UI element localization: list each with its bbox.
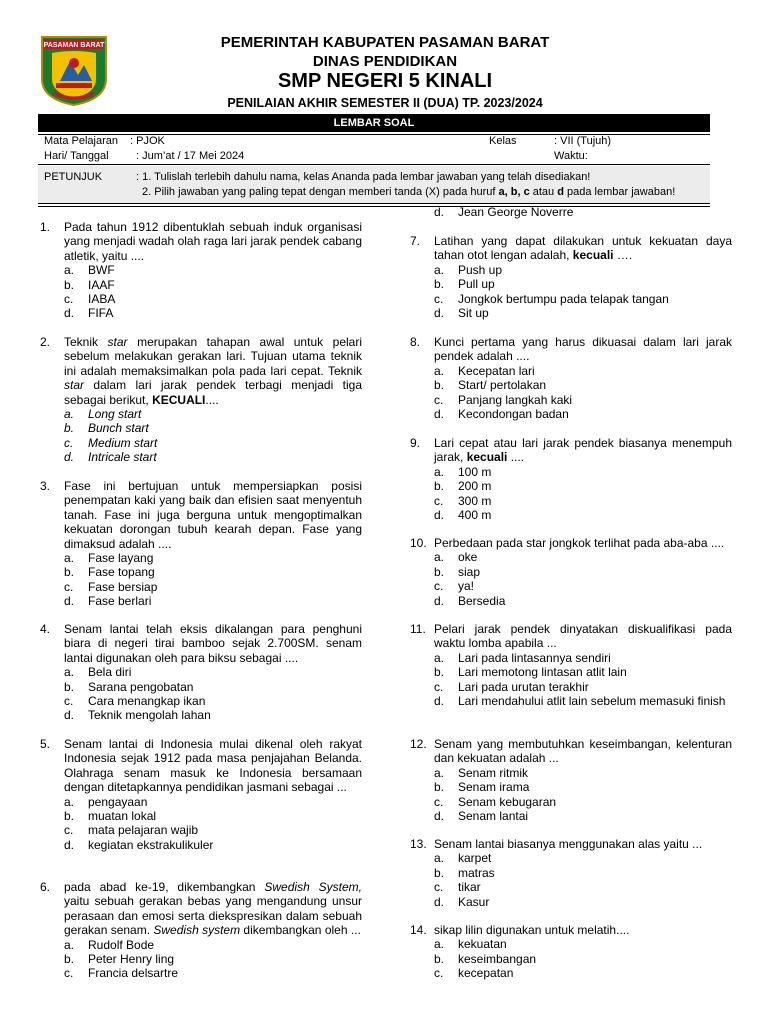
option-text: keseimbangan	[458, 951, 537, 966]
question-stem: sikap lilin digunakan untuk melatih....	[434, 923, 630, 937]
question-stem: Senam lantai di Indonesia mulai dikenal oleh rakyat Indonesia sejak 1912 pada masa penjajahan Belanda. Olahraga senam masuk ke Indonesia bersamaan dengan ditetapkannya pendidikan jasmani sebagai ...	[64, 737, 362, 795]
question-number: 12.	[410, 737, 427, 751]
answer-option	[64, 708, 362, 722]
answer-option	[434, 866, 732, 880]
option-text: Lari pada lintasannya sendiri	[458, 650, 611, 665]
answer-option	[434, 809, 732, 823]
option-letter: d.	[64, 594, 75, 609]
answer-option	[434, 880, 732, 894]
info-mid-rule	[38, 164, 710, 165]
question-number: 10.	[410, 536, 427, 550]
option-letter: b.	[434, 277, 445, 292]
info-bottom-rule-2	[38, 206, 710, 207]
option-letter: b.	[434, 564, 445, 579]
option-text: Bela diri	[88, 665, 132, 680]
option-text: Fase bersiap	[88, 579, 158, 594]
answer-option	[434, 465, 732, 479]
svg-text:PASAMAN BARAT: PASAMAN BARAT	[43, 42, 105, 49]
option-text: Panjang langkah kaki	[458, 392, 573, 407]
answer-option	[64, 966, 362, 980]
option-text: kekuatan	[458, 937, 507, 952]
option-letter: c.	[434, 579, 444, 594]
option-letter: d.	[64, 837, 75, 852]
question-3	[40, 479, 362, 609]
answer-option	[434, 306, 732, 320]
answer-option	[434, 364, 732, 378]
header-exam-title: PENILAIAN AKHIR SEMESTER II (DUA) TP. 2023/2024	[227, 96, 543, 110]
option-letter: d.	[64, 450, 75, 465]
question-stem: Fase ini bertujuan untuk mempersiapkan posisi penempatan kaki yang baik dan efisien saat menyentuh tanah. Fase ini juga berguna untuk mengoptimalkan kekuatan dorongan tubuh kearah depan. Fase yang dimaksud adalah ....	[64, 479, 362, 551]
option-text: mata pelajaran wajib	[88, 823, 199, 838]
answer-option	[64, 694, 362, 708]
answer-option	[434, 508, 732, 522]
option-letter: b.	[64, 809, 75, 824]
answer-option	[434, 407, 732, 421]
question-stem: Pada tahun 1912 dibentuklah sebuah induk organisasi yang menjadi wadah olah raga lari jarak pendek cabang atletik, yaitu ....	[64, 220, 362, 263]
option-text: Bunch start	[88, 421, 149, 436]
answer-option	[434, 479, 732, 493]
option-list	[434, 851, 732, 909]
option-letter: c.	[64, 966, 74, 981]
question-stem: Senam yang membutuhkan keseimbangan, kelenturan dan kekuatan adalah ...	[434, 737, 732, 766]
option-text: Lari memotong lintasan atlit lain	[458, 665, 627, 680]
option-list	[434, 263, 732, 321]
option-letter: d.	[434, 508, 445, 523]
option-letter: b.	[434, 479, 445, 494]
option-text: Rudolf Bode	[88, 937, 155, 952]
answer-option	[434, 780, 732, 794]
question-number: 3.	[40, 479, 51, 493]
option-letter: a.	[64, 794, 75, 809]
option-letter: c.	[434, 291, 444, 306]
answer-option	[64, 407, 362, 421]
answer-option	[434, 378, 732, 392]
option-text: Jongkok bertumpu pada telapak tangan	[458, 291, 669, 306]
question-number: 9.	[410, 436, 421, 450]
option-text: 200 m	[458, 479, 492, 494]
question-stem: Latihan yang dapat dilakukan untuk kekuatan daya tahan otot lengan adalah, kecuali ….	[434, 234, 732, 263]
answer-option	[64, 938, 362, 952]
answer-option	[434, 766, 732, 780]
question-number: 14.	[410, 923, 427, 937]
question-12	[410, 737, 732, 823]
option-list	[434, 364, 732, 422]
question-6-option-d: d. Jean George Noverre	[434, 205, 574, 219]
option-text: siap	[458, 564, 481, 579]
option-text: matras	[458, 865, 495, 880]
option-letter: c.	[434, 966, 444, 981]
option-letter: c.	[64, 579, 74, 594]
answer-option	[64, 952, 362, 966]
option-letter: d.	[64, 708, 75, 723]
option-list	[64, 795, 362, 853]
option-text: ya!	[458, 579, 475, 594]
option-text: Bersedia	[458, 593, 506, 608]
option-letter: b.	[64, 421, 75, 436]
option-text: Long start	[88, 407, 142, 422]
option-list	[434, 651, 732, 709]
option-text: Kasur	[458, 894, 490, 909]
option-text: Intricale start	[88, 450, 157, 465]
question-number: 7.	[410, 234, 421, 248]
question-7	[410, 234, 732, 320]
answer-option	[434, 594, 732, 608]
option-text: Lari pada urutan terakhir	[458, 679, 589, 694]
option-letter: b.	[64, 565, 75, 580]
question-stem: Senam lantai telah eksis dikalangan para penghuni biara di negeri tirai bamboo sejak 2.700SM. senam lantai digunakan oleh para biksu sebagai ....	[64, 622, 362, 665]
info-bottom-rule-1	[38, 203, 710, 204]
answer-option	[434, 966, 732, 980]
option-letter: d.	[434, 306, 445, 321]
option-text: 100 m	[458, 464, 492, 479]
answer-option	[64, 292, 362, 306]
option-text: Fase layang	[88, 551, 154, 566]
option-text: FIFA	[88, 306, 114, 321]
option-text: IABA	[88, 292, 116, 307]
option-text: Kecondongan badan	[458, 407, 569, 422]
option-text: oke	[458, 550, 478, 565]
question-6	[40, 880, 362, 981]
option-text: 300 m	[458, 493, 492, 508]
option-letter: a.	[434, 851, 445, 866]
option-text: pengayaan	[88, 794, 148, 809]
answer-option	[434, 895, 732, 909]
answer-option	[64, 838, 362, 852]
option-letter: a.	[434, 262, 445, 277]
option-text: Peter Henry ling	[88, 952, 175, 967]
option-letter: b.	[434, 378, 445, 393]
answer-option	[434, 277, 732, 291]
option-letter: a.	[64, 937, 75, 952]
option-text: Francia delsartre	[88, 966, 179, 981]
question-4	[40, 622, 362, 723]
answer-option	[64, 436, 362, 450]
option-letter: d.	[434, 593, 445, 608]
answer-option	[64, 665, 362, 679]
option-letter: c.	[434, 392, 444, 407]
option-letter: b.	[64, 679, 75, 694]
answer-option	[434, 665, 732, 679]
question-10	[410, 536, 732, 608]
option-letter: a.	[434, 937, 445, 952]
answer-option	[434, 550, 732, 564]
option-text: Senam irama	[458, 780, 530, 795]
question-number: 2.	[40, 335, 51, 349]
question-13	[410, 837, 732, 909]
option-text: Senam kebugaran	[458, 794, 557, 809]
answer-option	[64, 263, 362, 277]
option-letter: b.	[434, 665, 445, 680]
option-letter: b.	[434, 865, 445, 880]
question-1	[40, 220, 362, 321]
option-letter: c.	[434, 679, 444, 694]
option-letter: b.	[64, 277, 75, 292]
option-letter: a.	[434, 650, 445, 665]
option-text: Push up	[458, 262, 503, 277]
option-text: Cara menangkap ikan	[88, 694, 206, 709]
option-letter: d.	[434, 894, 445, 909]
petunjuk-item-1: : 1. Tulislah terlebih dahulu nama, kelas Ananda pada lembar jawaban yang telah disediakan!	[136, 171, 591, 183]
question-number: 5.	[40, 737, 51, 751]
option-text: tikar	[458, 880, 481, 895]
option-list	[434, 937, 732, 980]
option-letter: b.	[434, 951, 445, 966]
option-letter: b.	[64, 952, 75, 967]
answer-option	[64, 580, 362, 594]
option-text: Senam ritmik	[458, 765, 529, 780]
mapel-label: Mata Pelajaran	[44, 135, 118, 147]
answer-option	[64, 306, 362, 320]
answer-option	[434, 952, 732, 966]
option-text: 400 m	[458, 508, 492, 523]
hari-label: Hari/ Tanggal	[44, 150, 109, 162]
option-letter: a.	[64, 263, 75, 278]
option-letter: a.	[64, 551, 75, 566]
question-9	[410, 436, 732, 522]
header-department: DINAS PENDIDIKAN	[312, 53, 458, 70]
header-school-name: SMP NEGERI 5 KINALI	[277, 70, 493, 92]
answer-option	[64, 594, 362, 608]
answer-option	[64, 565, 362, 579]
answer-option	[434, 494, 732, 508]
option-letter: a.	[434, 550, 445, 565]
answer-option	[64, 450, 362, 464]
option-letter: a.	[64, 407, 75, 422]
option-letter: c.	[434, 493, 444, 508]
question-stem: pada abad ke-19, dikembangkan Swedish System, yaitu sebuah gerakan bebas yang mengandung unsur perasaan dan emosi serta diekspresikan dalam sebuah gerakan senam. Swedish system dikembangkan oleh ...	[64, 880, 362, 938]
question-11	[410, 622, 732, 708]
option-text: BWF	[88, 263, 115, 278]
question-stem: Kunci pertama yang harus dikuasai dalam lari jarak pendek adalah ....	[434, 335, 732, 364]
option-letter: c.	[64, 435, 74, 450]
question-5	[40, 737, 362, 852]
question-number: 8.	[410, 335, 421, 349]
question-number: 4.	[40, 622, 51, 636]
option-text: IAAF	[88, 277, 115, 292]
kelas-value: : VII (Tujuh)	[554, 135, 612, 147]
question-number: 11.	[410, 622, 426, 636]
answer-option	[64, 278, 362, 292]
question-stem: Teknik star merupakan tahapan awal untuk pelari sebelum melakukan gerakan lari. Tujuan utama teknik ini adalah memaksimalkan pola pada lari cepat. Teknik star dalam lari jarak pendek terbagi menjadi tiga sebagai berikut, KECUALI....	[64, 335, 362, 407]
kelas-label: Kelas	[489, 135, 517, 147]
question-number: 13.	[410, 837, 427, 851]
answer-option	[64, 823, 362, 837]
answer-option	[64, 795, 362, 809]
answer-option	[434, 565, 732, 579]
option-list	[64, 665, 362, 723]
option-text: kegiatan ekstrakulikuler	[88, 837, 214, 852]
option-list	[434, 465, 732, 523]
mapel-value: : PJOK	[130, 135, 165, 147]
answer-option	[434, 263, 732, 277]
question-8	[410, 335, 732, 421]
answer-option	[64, 551, 362, 565]
option-letter: a.	[434, 464, 445, 479]
option-text: karpet	[458, 851, 492, 866]
question-number: 6.	[40, 880, 51, 894]
question-14	[410, 923, 732, 981]
question-stem: Senam lantai biasanya menggunakan alas yaitu ...	[434, 837, 703, 851]
option-text: Medium start	[88, 435, 158, 450]
answer-option	[64, 421, 362, 435]
option-text: Start/ pertolakan	[458, 378, 547, 393]
answer-option	[434, 651, 732, 665]
question-stem: Pelari jarak pendek dinyatakan diskualifikasi pada waktu lomba apabila ...	[434, 622, 732, 651]
option-letter: d.	[64, 306, 75, 321]
option-text: Fase topang	[88, 565, 155, 580]
waktu-label: Waktu:	[554, 150, 588, 162]
option-list	[434, 766, 732, 824]
option-text: Lari mendahului atlit lain sebelum memasuki finish	[458, 694, 726, 709]
hari-value: : Jum’at / 17 Mei 2024	[136, 150, 245, 162]
answer-option	[434, 393, 732, 407]
option-letter: a.	[434, 765, 445, 780]
option-letter: a.	[434, 363, 445, 378]
answer-option	[64, 680, 362, 694]
answer-option	[434, 579, 732, 593]
question-2	[40, 335, 362, 465]
option-letter: c.	[64, 694, 74, 709]
option-letter: c.	[64, 823, 74, 838]
option-letter: c.	[64, 292, 74, 307]
lembar-soal-banner: LEMBAR SOAL	[38, 114, 710, 132]
answer-option	[434, 851, 732, 865]
answer-option	[434, 292, 732, 306]
option-list	[64, 551, 362, 609]
option-text: muatan lokal	[88, 809, 157, 824]
petunjuk-item-2: 2. Pilih jawaban yang paling tepat dengan memberi tanda (X) pada huruf a, b, c atau d pada lembar jawaban!	[142, 186, 676, 198]
option-list	[64, 938, 362, 981]
option-text: kecepatan	[458, 966, 514, 981]
option-letter: c.	[434, 880, 444, 895]
question-stem: Lari cepat atau lari jarak pendek biasanya menempuh jarak, kecuali ....	[434, 436, 732, 465]
question-stem: Perbedaan pada star jongkok terlihat pada aba-aba ....	[434, 536, 725, 550]
option-letter: c.	[434, 794, 444, 809]
option-letter: d.	[434, 407, 445, 422]
option-text: Kecepatan lari	[458, 363, 535, 378]
option-list	[64, 263, 362, 321]
option-text: Pull up	[458, 277, 495, 292]
answer-option	[434, 795, 732, 809]
answer-option	[434, 680, 732, 694]
option-list	[64, 407, 362, 465]
option-text: Senam lantai	[458, 809, 529, 824]
header-government: PEMERINTAH KABUPATEN PASAMAN BARAT	[220, 34, 550, 51]
petunjuk-label: PETUNJUK	[44, 171, 103, 183]
option-letter: a.	[64, 665, 75, 680]
option-letter: d.	[434, 694, 445, 709]
option-text: Sit up	[458, 306, 489, 321]
option-text: Sarana pengobatan	[88, 679, 194, 694]
answer-option	[434, 937, 732, 951]
option-text: Fase berlari	[88, 594, 152, 609]
option-text: Teknik mengolah lahan	[88, 708, 211, 723]
answer-option	[434, 694, 732, 708]
question-number: 1.	[40, 220, 51, 234]
option-letter: b.	[434, 780, 445, 795]
option-list	[434, 550, 732, 608]
answer-option	[64, 809, 362, 823]
option-letter: d.	[434, 809, 445, 824]
